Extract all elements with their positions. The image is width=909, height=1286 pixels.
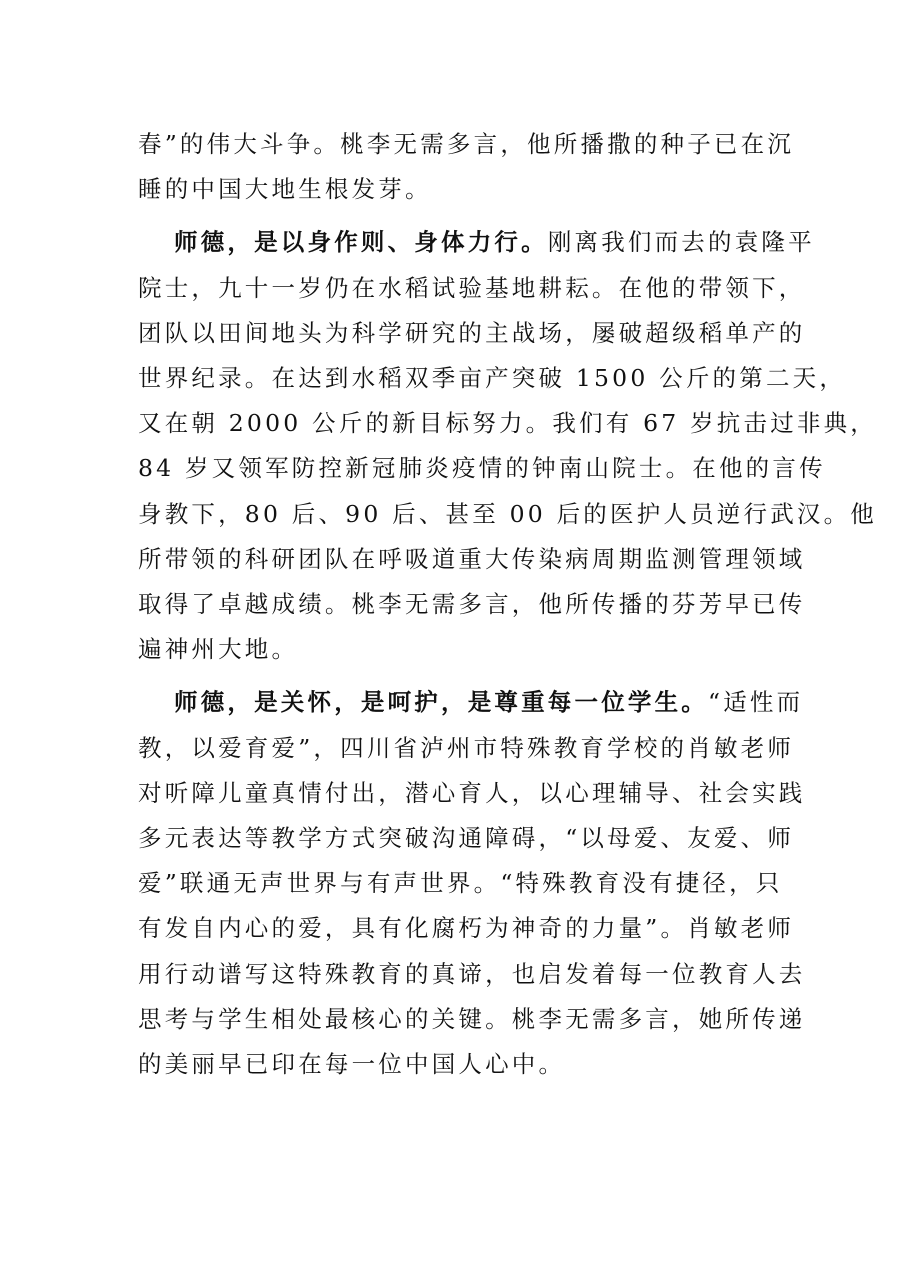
paragraph-spacing [138,672,778,680]
paragraph-2-line-5: 又在朝 2000 公斤的新目标努力。我们有 67 岁抗击过非典， [138,409,877,438]
paragraph-2 [138,220,877,672]
paragraph-3-lead: 师德，是关怀，是呵护，是尊重每一位学生。 [174,688,708,717]
paragraph-1-line-2: 睡的中国大地生根发芽。 [138,175,432,204]
paragraph-1-line-1: 春”的伟大斗争。桃李无需多言，他所播撒的种子已在沉 [138,130,795,158]
document-page [138,122,877,1087]
paragraph-3-line-3: 对听障儿童真情付出，潜心育人，以心理辅导、社会实践 [138,778,806,807]
paragraph-2-line-3: 团队以田间地头为科学研究的主战场，屡破超级稻单产的 [138,318,806,347]
paragraph-3-line-2: 教，以爱育爱”，四川省泸州市特殊教育学校的肖敏老师 [138,733,795,762]
paragraph-2-line-7: 身教下，80 后、90 后、甚至 00 后的医护人员逆行武汉。他 [138,499,877,528]
paragraph-2-line-2: 院士，九十一岁仍在水稻试验基地耕耘。在他的带领下， [138,273,806,302]
paragraph-2-line-6: 84 岁又领军防控新冠肺炎疫情的钟南山院士。在他的言传 [138,454,826,483]
paragraph-3 [138,680,806,1087]
paragraph-2-line-4: 世界纪录。在达到水稻双季亩产突破 1500 公斤的第二天， [138,364,847,393]
paragraph-2-line-10: 遍神州大地。 [138,635,299,664]
paragraph-2-line-9: 取得了卓越成绩。桃李无需多言，他所传播的芬芳早已传 [138,590,806,619]
paragraph-2-line-1-text: 刚离我们而去的袁隆平 [547,228,815,257]
paragraph-3-line-8: 思考与学生相处最核心的关键。桃李无需多言，她所传递 [138,1004,806,1033]
paragraph-3-line-1-text: “适性而 [708,688,804,717]
paragraph-3-line-5: 爱”联通无声世界与有声世界。“特殊教育没有捷径，只 [138,869,783,898]
paragraph-3-line-1 [138,680,804,725]
paragraph-2-line-8: 所带领的科研团队在呼吸道重大传染病周期监测管理领域 [138,544,806,573]
paragraph-2-line-1 [138,220,815,265]
paragraph-2-lead: 师德，是以身作则、身体力行。 [174,228,548,257]
paragraph-3-line-6: 有发自内心的爱，具有化腐朽为神奇的力量”。肖敏老师 [138,914,795,943]
paragraph-3-line-4: 多元表达等教学方式突破沟通障碍，“以母爱、友爱、师 [138,824,795,853]
paragraph-3-line-7: 用行动谱写这特殊教育的真谛，也启发着每一位教育人去 [138,959,806,988]
paragraph-1 [138,122,795,212]
paragraph-spacing [138,212,778,220]
paragraph-3-line-9: 的美丽早已印在每一位中国人心中。 [138,1050,566,1079]
